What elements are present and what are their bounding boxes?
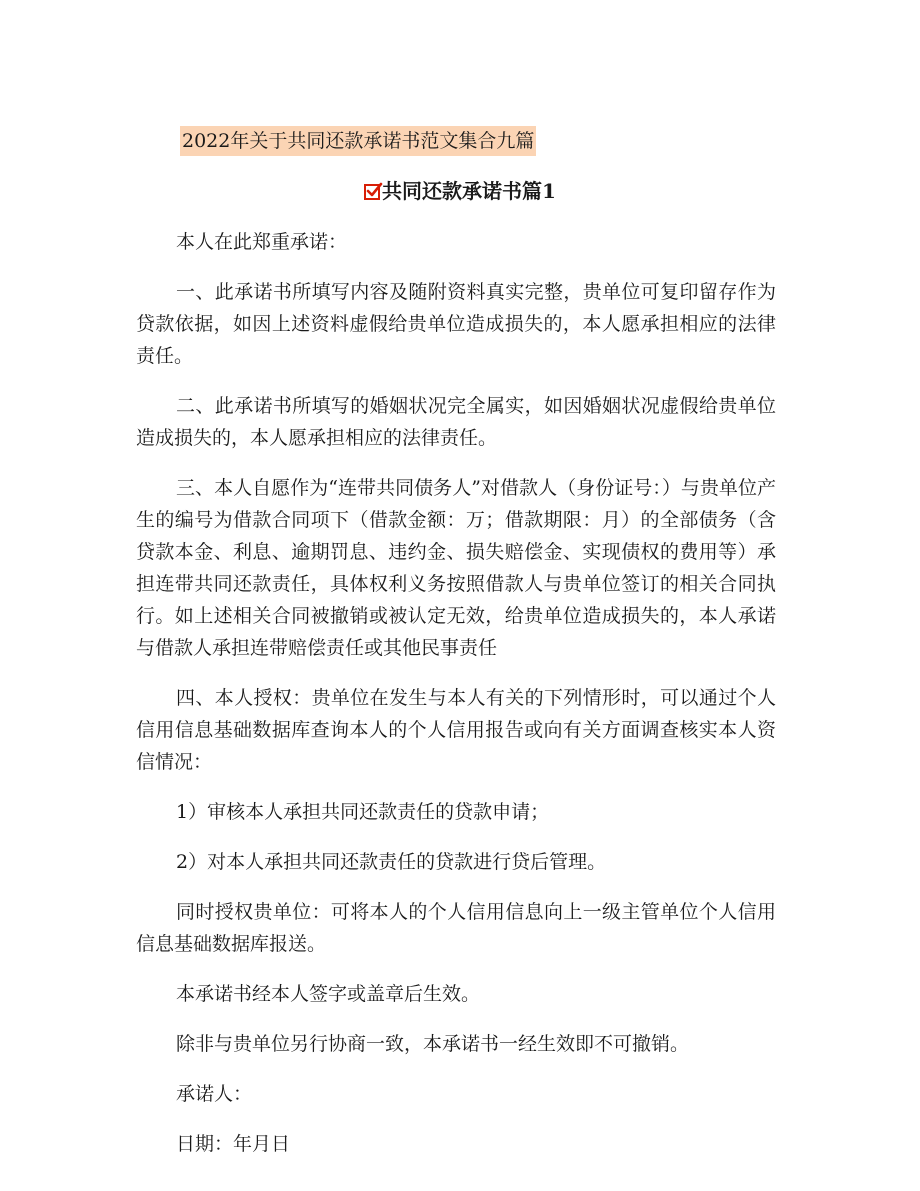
paragraph: 二、此承诺书所填写的婚姻状况完全属实，如因婚姻状况虚假给贵单位造成损失的，本人愿承担相应的法律责任。 [136, 395, 776, 449]
paragraph: 四、本人授权：贵单位在发生与本人有关的下列情形时，可以通过个人信用信息基础数据库查询本人的个人信用报告或向有关方面调查核实本人资信情况： [136, 687, 776, 773]
section-heading-text: 共同还款承诺书篇1 [382, 179, 556, 203]
paragraph: 2）对本人承担共同还款责任的贷款进行贷后管理。 [176, 851, 607, 873]
paragraph: 承诺人： [176, 1083, 253, 1105]
paragraph: 1）审核本人承担共同还款责任的贷款申请； [176, 801, 550, 823]
checkbox-checked-icon [364, 184, 380, 200]
paragraph: 日期：年月日 [176, 1133, 291, 1155]
paragraph: 一、此承诺书所填写内容及随附资料真实完整，贵单位可复印留存作为贷款依据，如因上述资料虚假给贵单位造成损失的，本人愿承担相应的法律责任。 [136, 281, 776, 367]
document-body [136, 226, 776, 1178]
section-heading [0, 176, 920, 206]
paragraph: 同时授权贵单位：可将本人的个人信用信息向上一级主管单位个人信用信息基础数据库报送。 [136, 901, 776, 955]
document-title: 2022年关于共同还款承诺书范文集合九篇 [180, 126, 536, 156]
paragraph: 除非与贵单位另行协商一致，本承诺书一经生效即不可撤销。 [176, 1033, 690, 1055]
paragraph: 本承诺书经本人签字或盖章后生效。 [176, 983, 481, 1005]
paragraph: 本人在此郑重承诺： [176, 231, 348, 253]
paragraph: 三、本人自愿作为“连带共同债务人”对借款人（身份证号：）与贵单位产生的编号为借款合同项下（借款金额：万；借款期限：月）的全部债务（含贷款本金、利息、逾期罚息、违约金、损失赔偿金、实现债权的费用等）承担连带共同还款责任，具体权利义务按照借款人与贵单位签订的相关合同执行。如上述相关合同被撤销或被认定无效，给贵单位造成损失的，本人承诺与借款人承担连带赔偿责任或其他民事责任 [136, 477, 776, 659]
